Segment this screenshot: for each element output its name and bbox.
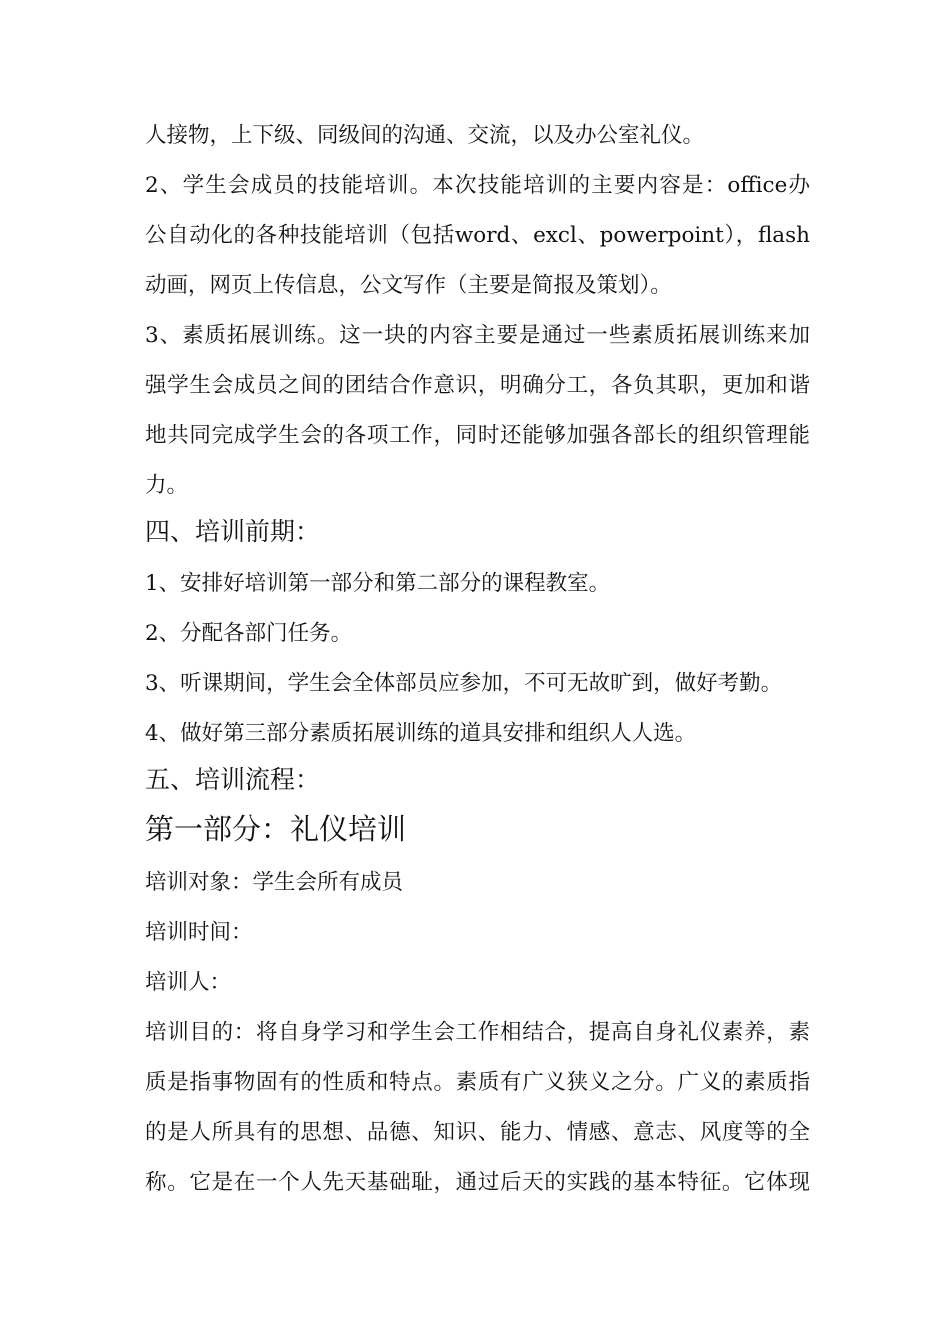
field-line: 培训对象：学生会所有成员	[145, 870, 404, 895]
section-heading: 五、培训流程：	[145, 765, 321, 794]
part-heading: 第一部分：礼仪培训	[145, 812, 407, 846]
body-text-line: 力。	[145, 473, 189, 498]
section-heading: 四、培训前期：	[145, 517, 321, 546]
body-text-line: 的是人所具有的思想、品德、知识、能力、情感、意志、风度等的全	[145, 1120, 810, 1145]
body-text-line: 地共同完成学生会的各项工作，同时还能够加强各部长的组织管理能	[145, 423, 810, 448]
list-item: 1、安排好培训第一部分和第二部分的课程教室。	[145, 571, 611, 596]
body-text-line: 培训目的：将自身学习和学生会工作相结合，提高自身礼仪素养，素	[145, 1020, 810, 1045]
list-item: 2、分配各部门任务。	[145, 621, 353, 646]
body-text-line: 动画，网页上传信息，公文写作（主要是简报及策划）。	[145, 273, 672, 298]
field-line: 培训人：	[145, 970, 232, 995]
body-text-line: 3、素质拓展训练。这一块的内容主要是通过一些素质拓展训练来加	[145, 323, 810, 348]
body-text-line: 人接物，上下级、同级间的沟通、交流，以及办公室礼仪。	[145, 123, 705, 148]
body-text-line: 公自动化的各种技能培训（包括word、excl、powerpoint），flash	[145, 223, 810, 248]
body-text-line: 2、学生会成员的技能培训。本次技能培训的主要内容是：office办	[145, 173, 810, 198]
list-item: 4、做好第三部分素质拓展训练的道具安排和组织人人选。	[145, 721, 697, 746]
body-text-line: 称。它是在一个人先天基础耻，通过后天的实践的基本特征。它体现	[145, 1170, 810, 1195]
field-line: 培训时间：	[145, 920, 253, 945]
body-text-line: 质是指事物固有的性质和特点。素质有广义狭义之分。广义的素质指	[145, 1070, 810, 1095]
body-text-line: 强学生会成员之间的团结合作意识，明确分工，各负其职，更加和谐	[145, 373, 810, 398]
list-item: 3、听课期间，学生会全体部员应参加，不可无故旷到，做好考勤。	[145, 671, 783, 696]
